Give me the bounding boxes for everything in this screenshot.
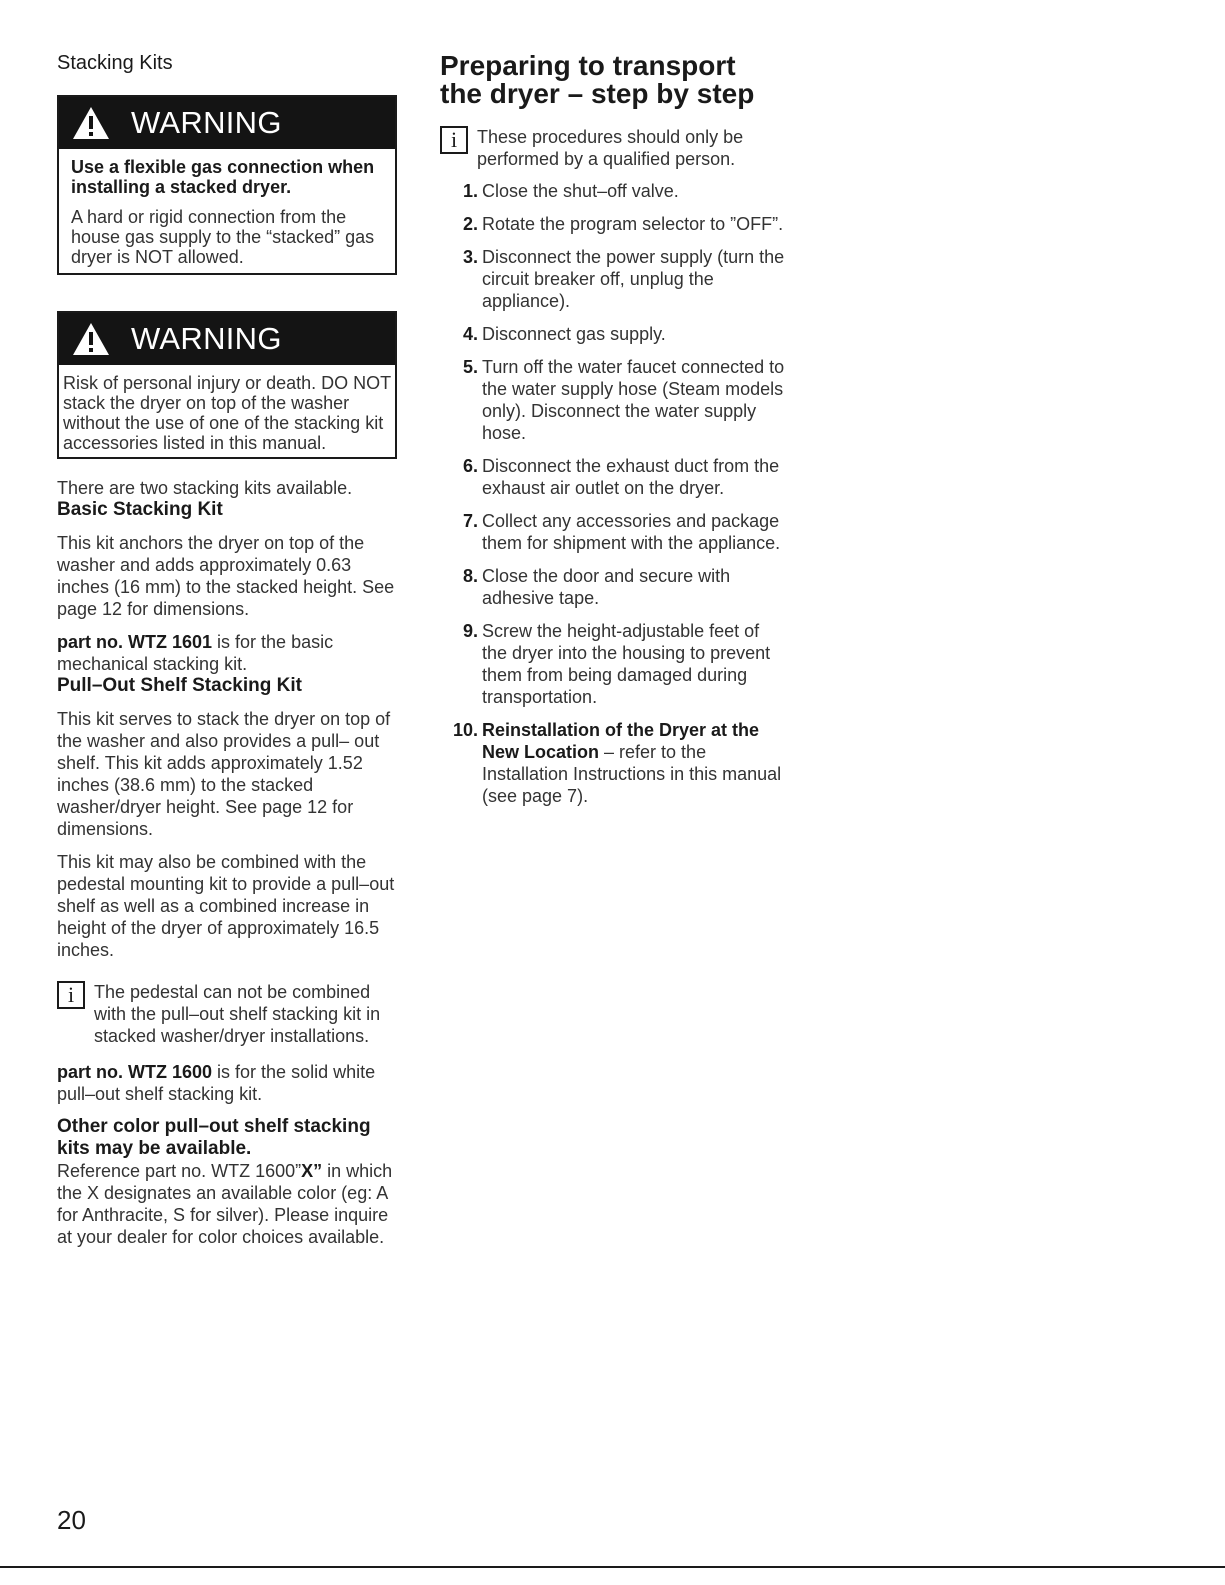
warning-triangle-icon	[71, 321, 111, 357]
warning-box-stacking	[57, 311, 397, 459]
pullout-kit-text: This kit serves to stack the dryer on top of the washer and also provides a pull– out shelf. This kit adds approximately 1.52 inches (38.6 mm) to the stacked washer/dryer height. See page 12 for dimensions.	[57, 709, 391, 839]
info-icon: i	[57, 981, 85, 1009]
part-number: part no. WTZ 1601	[57, 632, 213, 652]
right-column	[440, 52, 785, 818]
step-item: 4. Disconnect gas supply.	[462, 324, 666, 344]
pullout-kit-part: part no. WTZ 1600 is for the solid white pull–out shelf stacking kit.	[57, 1062, 376, 1104]
other-colors-note: Other color pull–out shelf stacking kits may be available.	[57, 1116, 371, 1159]
warning-label: WARNING	[131, 105, 282, 140]
basic-kit-text: This kit anchors the dryer on top of the washer and adds approximately 0.63 inches (16 mm) to the stacked height. See page 12 for dimensions.	[57, 533, 395, 619]
page-bottom-rule	[0, 1566, 1225, 1568]
warning-text: A hard or rigid connection from the house gas supply to the “stacked” gas dryer is NOT allowed.	[71, 207, 375, 267]
step-item: 7. Collect any accessories and package them for shipment with the appliance.	[462, 511, 781, 553]
warning-strong-text: Use a flexible gas connection when installing a stacked dryer.	[71, 157, 375, 197]
warning-header	[59, 313, 395, 365]
step-item: 9. Screw the height-adjustable feet of the dryer into the housing to prevent them from being damaged during transportation.	[462, 621, 771, 707]
step-item: 1. Close the shut–off valve.	[462, 181, 679, 201]
info-note-text: These procedures should only be performed by a qualified person.	[477, 127, 744, 169]
transport-steps-list	[440, 180, 785, 807]
page-number: 20	[57, 1505, 86, 1535]
step-item: 10. Reinstallation of the Dryer at the New Location – refer to the Installation Instructions in this manual (see page 7).	[452, 720, 782, 806]
section-title-stacking-kits: Stacking Kits	[57, 52, 173, 74]
warning-text: Risk of personal injury or death. DO NOT stack the dryer on top of the washer without the use of one of the stacking kit accessories listed in this manual.	[63, 373, 391, 453]
step-item: 5. Turn off the water faucet connected to the water supply hose (Steam models only). Disconnect the water supply hose.	[462, 357, 785, 443]
step-item: 8. Close the door and secure with adhesive tape.	[462, 566, 731, 608]
step-item: 3. Disconnect the power supply (turn the circuit breaker off, unplug the appliance).	[462, 247, 785, 311]
warning-body	[59, 149, 395, 273]
combined-kit-text: This kit may also be combined with the pedestal mounting kit to provide a pull–out shelf as well as a combined increase in height of the dryer of approximately 16.5 inches.	[57, 852, 395, 960]
basic-kit-title: Basic Stacking Kit	[57, 499, 223, 520]
left-column	[57, 52, 397, 1248]
info-note-qualified	[440, 126, 785, 170]
pullout-kit-title: Pull–Out Shelf Stacking Kit	[57, 675, 302, 696]
basic-kit-part: part no. WTZ 1601 is for the basic mechanical stacking kit.	[57, 632, 334, 674]
warning-triangle-icon	[71, 105, 111, 141]
warning-body	[59, 365, 395, 457]
info-note-text: The pedestal can not be combined with the pull–out shelf stacking kit in stacked washer/dryer installations.	[94, 982, 381, 1046]
warning-label: WARNING	[131, 321, 282, 356]
part-number: part no. WTZ 1600	[57, 1062, 213, 1082]
reference-text: Reference part no. WTZ 1600”X” in which the X designates an available color (eg: A for Anthracite, S for silver). Please inquire at your dealer for color choices available.	[57, 1161, 393, 1247]
page-title: Preparing to transport the dryer – step by step	[440, 50, 755, 109]
stacking-kits-intro: There are two stacking kits available.	[57, 478, 353, 498]
warning-box-gas-connection	[57, 95, 397, 275]
info-note-pedestal	[57, 981, 397, 1047]
warning-header	[59, 97, 395, 149]
step-item: 6. Disconnect the exhaust duct from the exhaust air outlet on the dryer.	[462, 456, 780, 498]
step-item: 2. Rotate the program selector to ”OFF”.	[462, 214, 784, 234]
info-icon: i	[440, 126, 468, 154]
